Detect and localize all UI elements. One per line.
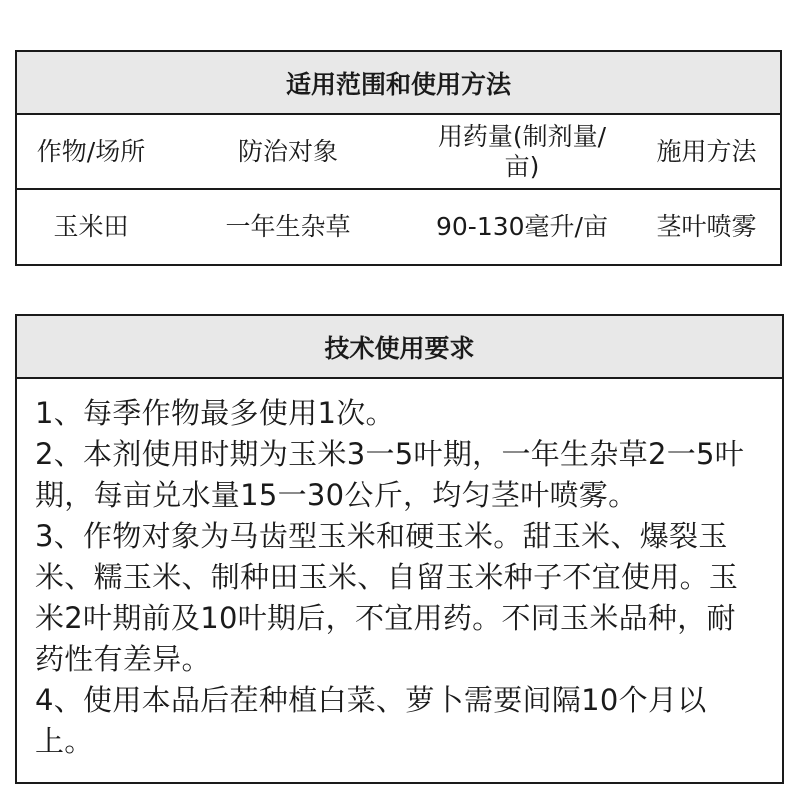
- requirement-item: 1、每季作物最多使用1次。: [35, 396, 395, 430]
- requirement-item: 2、本剂使用时期为玉米3一5叶期，一年生杂草2一5叶期，每亩兑水量15一30公斤，均匀茎叶喷雾。: [35, 437, 745, 512]
- cell-target: 一年生杂草: [225, 212, 351, 241]
- tech-requirements-box: [15, 314, 784, 784]
- table-row: [17, 190, 780, 264]
- cell-method: 茎叶喷雾: [656, 212, 757, 241]
- column-header-target: 防治对象: [237, 136, 338, 166]
- usage-table-header-row: [17, 115, 780, 190]
- requirement-item: 3、作物对象为马齿型玉米和硬玉米。甜玉米、爆裂玉米、糯玉米、制种田玉米、自留玉米种子不宜使用。玉米2叶期前及10叶期后，不宜用药。不同玉米品种，耐药性有差异。: [35, 519, 739, 676]
- requirement-item: 4、使用本品后茬种植白菜、萝卜需要间隔10个月以上。: [35, 683, 707, 758]
- usage-table-title: 适用范围和使用方法: [17, 52, 780, 115]
- tech-requirements-body: [17, 379, 782, 762]
- column-header-dosage: 用药量(制剂量/亩): [437, 121, 607, 181]
- column-header-crop: 作物/场所: [36, 136, 146, 166]
- tech-requirements-title: 技术使用要求: [17, 316, 782, 379]
- column-header-method: 施用方法: [656, 136, 757, 166]
- cell-dosage: 90-130毫升/亩: [436, 212, 608, 241]
- cell-crop: 玉米田: [53, 212, 129, 241]
- usage-table: [15, 50, 782, 266]
